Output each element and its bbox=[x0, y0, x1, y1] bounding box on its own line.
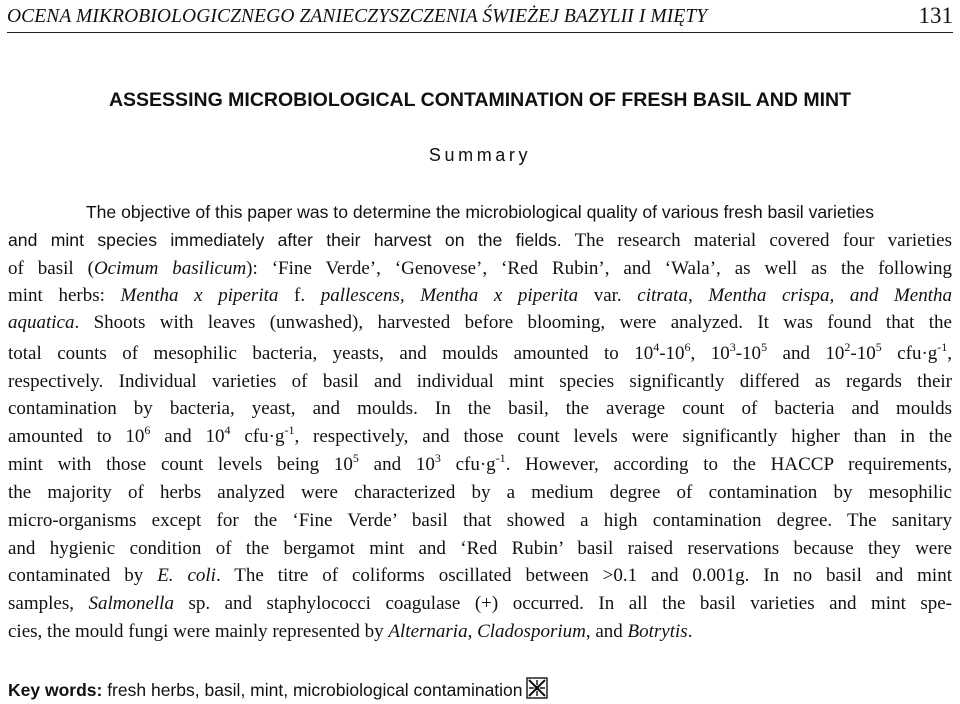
abstract-line: total counts of mesophilic bacteria, yeasts, and moulds amounted to $10^4-10^6$, $10^3-10^5$ and $10^2-10^5$ $cfu\cdot g^{-1}$, bbox=[8, 340, 953, 364]
abstract-line: micro-organisms except for the ‘Fine Verde’ basil that showed a high contamination degree. The sanitary bbox=[8, 510, 952, 531]
abstract-line: aquatica. Shoots with leaves (unwashed), harvested before blooming, were analyzed. It was found that the bbox=[8, 312, 952, 333]
keywords-text: fresh herbs, basil, mint, microbiological contamination bbox=[102, 680, 523, 700]
abstract-line: contaminated by E. coli. The titre of coliforms oscillated between >0.1 and 0.001g. In no basil and mint bbox=[8, 565, 952, 586]
crossed-flourish-icon bbox=[526, 677, 548, 704]
abstract-line: amounted to $10^6$ and $10^4$ $cfu\cdot g^{-1}$, respectively, and those count levels were significantly higher than in the bbox=[8, 423, 952, 447]
keywords-label: Key words: bbox=[8, 680, 103, 700]
abstract-line: the majority of herbs analyzed were characterized by a medium degree of contamination by mesophilic bbox=[8, 482, 952, 503]
abstract-line: and hygienic condition of the bergamot mint and ‘Red Rubin’ basil raised reservations because they were bbox=[8, 538, 952, 559]
summary-heading: Summary bbox=[428, 145, 532, 165]
abstract-line: of basil (Ocimum basilicum): ‘Fine Verde’, ‘Genovese’, ‘Red Rubin’, and ‘Wala’, as well as the following bbox=[8, 258, 952, 279]
abstract-line: contamination by bacteria, yeast, and moulds. In the basil, the average count of bacteria and moulds bbox=[8, 398, 952, 419]
abstract-line: The objective of this paper was to determine the microbiological quality of various fresh basil varieties bbox=[85, 202, 875, 222]
abstract-line: samples, Salmonella sp. and staphylococci coagulase (+) occurred. In all the basil varieties and mint spe- bbox=[8, 593, 952, 614]
abstract-line: cies, the mould fungi were mainly represented by Alternaria, Cladosporium, and Botrytis. bbox=[8, 621, 693, 642]
abstract-line: respectively. Individual varieties of basil and individual mint species significantly differed as regards their bbox=[8, 371, 952, 392]
abstract-line: mint herbs: Mentha x piperita f. pallescens, Mentha x piperita var. citrata, Mentha crispa, and Mentha bbox=[8, 285, 953, 306]
article-title: ASSESSING MICROBIOLOGICAL CONTAMINATION OF FRESH BASIL AND MINT bbox=[108, 89, 852, 111]
page-header bbox=[7, 2, 953, 33]
page-number: 131 bbox=[918, 3, 953, 28]
abstract-line: mint with those count levels being $10^5$ and $10^3$ $cfu\cdot g^{-1}$. However, according to the HACCP requirements, bbox=[8, 451, 952, 475]
abstract-line: and mint species immediately after their harvest on the fields. The research material covered four varieties bbox=[8, 230, 952, 251]
running-head: OCENA MIKROBIOLOGICZNEGO ZANIECZYSZCZENIA ŚWIEŻEJ BAZYLII I MIĘTY bbox=[7, 6, 708, 27]
keywords bbox=[8, 677, 548, 704]
